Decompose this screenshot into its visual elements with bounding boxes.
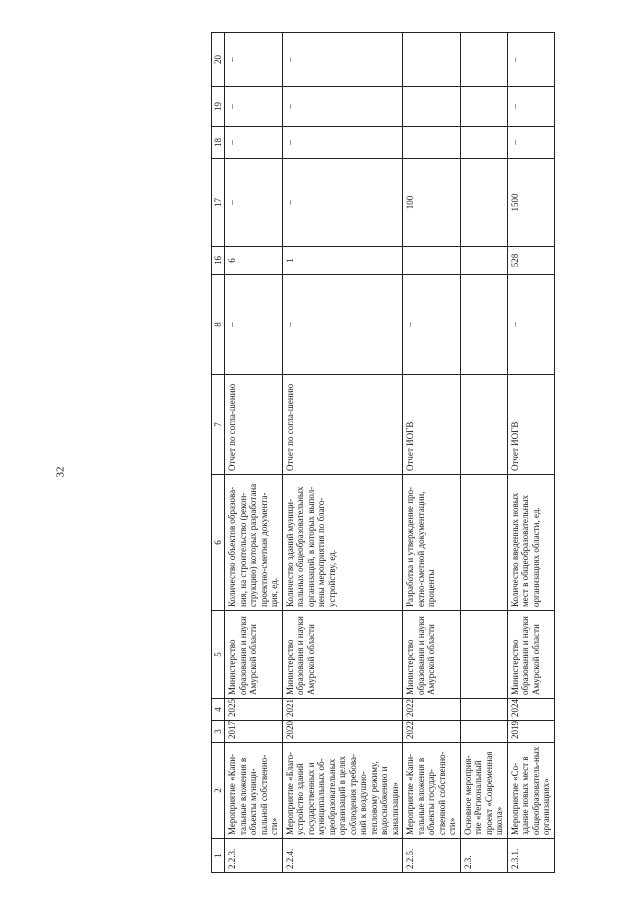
row-number-cell: 2.3. bbox=[460, 839, 507, 873]
column-header: 8 bbox=[212, 275, 225, 375]
row-number-cell: 2.3.1. bbox=[507, 839, 554, 873]
measure-name-cell: Основное мероприя-тие «Региональный проект «Современная школа» bbox=[460, 743, 507, 839]
source-cell: Отчет ИОГВ bbox=[403, 375, 461, 475]
start-year-cell bbox=[460, 721, 507, 743]
indicator-cell: Разработка и утверждение про-ектно-сметной документации, проценты bbox=[403, 475, 461, 611]
executor-cell bbox=[460, 611, 507, 699]
column-header: 5 bbox=[212, 611, 225, 699]
value-cell: – bbox=[282, 87, 403, 127]
table-row bbox=[403, 33, 461, 873]
measure-name-cell: Мероприятие «Со-здание новых мест в общеобразователь-ных организациях» bbox=[507, 743, 554, 839]
column-header: 16 bbox=[212, 247, 225, 275]
value-cell bbox=[403, 127, 461, 159]
source-cell bbox=[460, 375, 507, 475]
value-cell bbox=[460, 87, 507, 127]
value-cell bbox=[403, 87, 461, 127]
value-cell: – bbox=[403, 275, 461, 375]
indicator-cell: Количество введенных новых мест в общеобразовательных организациях области, ед. bbox=[507, 475, 554, 611]
start-year-cell: 2022 bbox=[403, 721, 461, 743]
start-year-cell: 2019 bbox=[507, 721, 554, 743]
executor-cell: Министерство образования и науки Амурской области bbox=[507, 611, 554, 699]
value-cell: 528 bbox=[507, 247, 554, 275]
value-cell: – bbox=[507, 87, 554, 127]
value-cell: – bbox=[507, 127, 554, 159]
measures-table bbox=[211, 32, 555, 873]
source-cell: Отчет ИОГВ bbox=[507, 375, 554, 475]
executor-cell: Министерство образования и науки Амурской области bbox=[282, 611, 403, 699]
value-cell: – bbox=[282, 127, 403, 159]
measure-name-cell: Мероприятие «Капи-тальные вложения в объекты государ-ственной собственно-сти» bbox=[403, 743, 461, 839]
column-header: 4 bbox=[212, 699, 225, 721]
end-year-cell: 2025 bbox=[225, 699, 283, 721]
row-number-cell: 2.2.5. bbox=[403, 839, 461, 873]
table-row bbox=[282, 33, 403, 873]
value-cell bbox=[460, 127, 507, 159]
value-cell: – bbox=[507, 33, 554, 87]
executor-cell: Министерство образования и науки Амурской области bbox=[225, 611, 283, 699]
start-year-cell: 2017 bbox=[225, 721, 283, 743]
start-year-cell: 2020 bbox=[282, 721, 403, 743]
value-cell bbox=[460, 33, 507, 87]
rotated-table-sheet bbox=[211, 33, 551, 873]
end-year-cell: 2021 bbox=[282, 699, 403, 721]
value-cell: 6 bbox=[225, 247, 283, 275]
source-cell: Отчет по согла-шению bbox=[282, 375, 403, 475]
value-cell bbox=[403, 33, 461, 87]
value-cell: – bbox=[225, 275, 283, 375]
measure-name-cell: Мероприятие «Капи-тальные вложения в объекты муници-пальной собственно-сти» bbox=[225, 743, 283, 839]
table-row bbox=[460, 33, 507, 873]
value-cell: – bbox=[225, 159, 283, 247]
page-number-text: 32 bbox=[54, 466, 67, 478]
value-cell: 1500 bbox=[507, 159, 554, 247]
end-year-cell bbox=[460, 699, 507, 721]
executor-cell: Министерство образования и науки Амурской области bbox=[403, 611, 461, 699]
column-header: 1 bbox=[212, 839, 225, 873]
table-row bbox=[225, 33, 283, 873]
table-row bbox=[507, 33, 554, 873]
value-cell: – bbox=[282, 275, 403, 375]
row-number-cell: 2.2.4. bbox=[282, 839, 403, 873]
column-header: 6 bbox=[212, 475, 225, 611]
value-cell: – bbox=[507, 275, 554, 375]
value-cell bbox=[460, 275, 507, 375]
value-cell: 1 bbox=[282, 247, 403, 275]
end-year-cell: 2022 bbox=[403, 699, 461, 721]
value-cell: – bbox=[282, 33, 403, 87]
value-cell: – bbox=[225, 33, 283, 87]
row-number-cell: 2.2.3. bbox=[225, 839, 283, 873]
column-header: 19 bbox=[212, 87, 225, 127]
indicator-cell bbox=[460, 475, 507, 611]
column-number-row bbox=[212, 33, 225, 873]
value-cell: – bbox=[225, 87, 283, 127]
column-header: 18 bbox=[212, 127, 225, 159]
value-cell bbox=[460, 159, 507, 247]
value-cell bbox=[403, 247, 461, 275]
column-header: 17 bbox=[212, 159, 225, 247]
value-cell: – bbox=[225, 127, 283, 159]
column-header: 20 bbox=[212, 33, 225, 87]
value-cell: 100 bbox=[403, 159, 461, 247]
value-cell bbox=[460, 247, 507, 275]
source-cell: Отчет по согла-шению bbox=[225, 375, 283, 475]
indicator-cell: Количество зданий муници-пальных общеобразовательных организаций, в которых выпол-нены мероприятия по благо-устройству, ед. bbox=[282, 475, 403, 611]
column-header: 2 bbox=[212, 743, 225, 839]
measure-name-cell: Мероприятие «Благо-устройство зданий государственных и муниципальных об-щеобразовательных организаций в целях соблюдения требова-ний к воздушно-тепловому режиму, водоснабжению и канализации» bbox=[282, 743, 403, 839]
column-header: 3 bbox=[212, 721, 225, 743]
value-cell: – bbox=[282, 159, 403, 247]
end-year-cell: 2024 bbox=[507, 699, 554, 721]
indicator-cell: Количество объектов образова-ния, на строительство (рекон-струкцию) которых разработана проектно-сметная документа-ция, ед. bbox=[225, 475, 283, 611]
column-header: 7 bbox=[212, 375, 225, 475]
